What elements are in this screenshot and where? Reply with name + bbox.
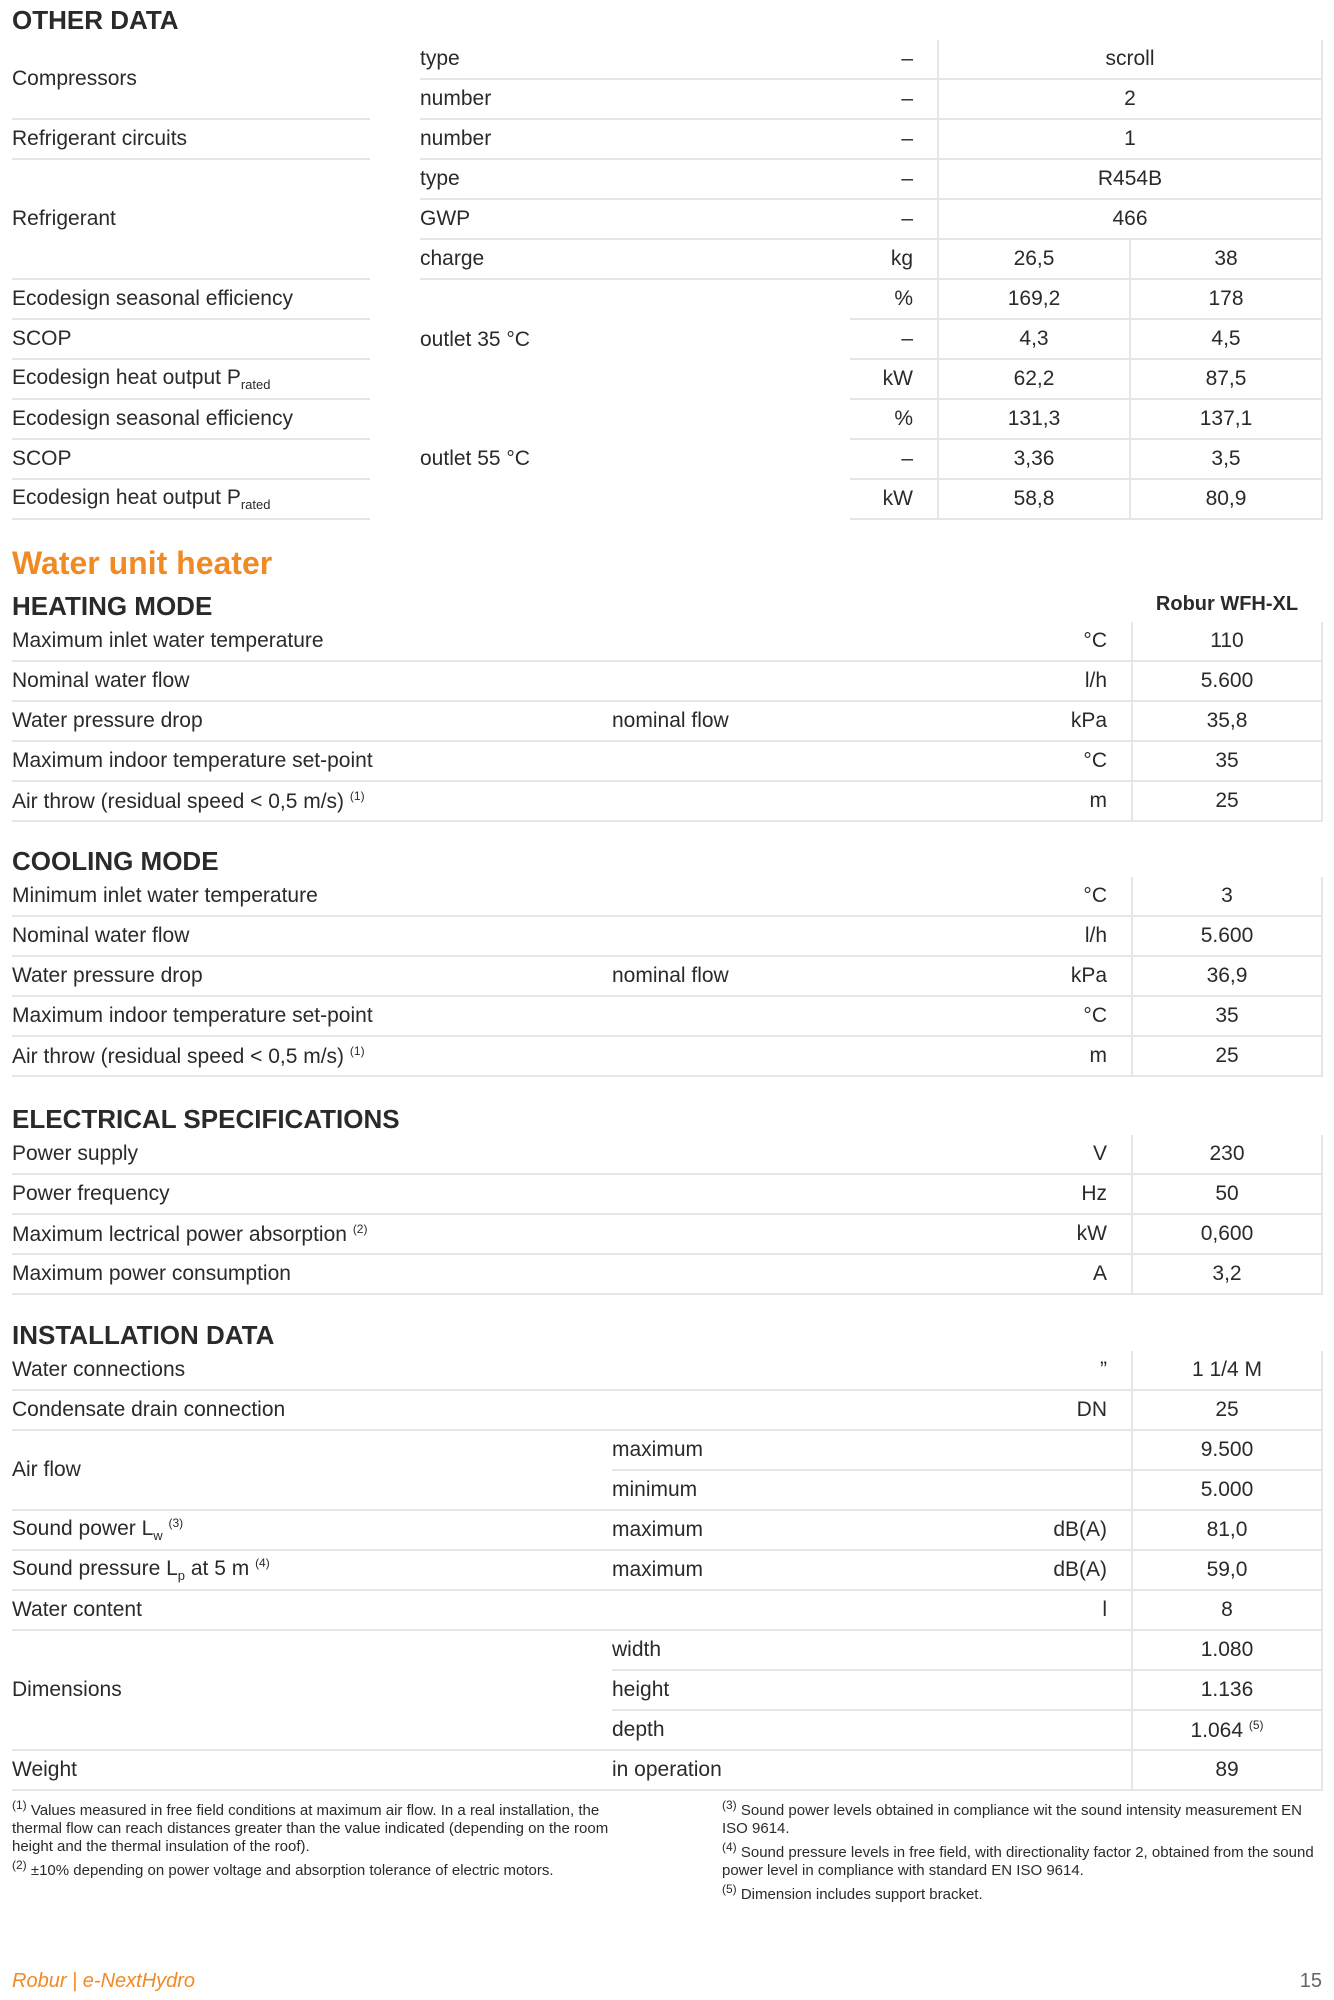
row-label: Power supply: [12, 1135, 612, 1174]
air-flow-min-value: 5.000: [1132, 1470, 1322, 1510]
dimensions-height-label: height: [612, 1670, 992, 1710]
value: 87,5: [1130, 359, 1322, 399]
other-data-title: OTHER DATA: [12, 4, 179, 35]
table-row: [12, 661, 1322, 701]
row-label: Power frequency: [12, 1174, 612, 1214]
dimensions-width-label: width: [612, 1630, 992, 1670]
row-condition: [612, 622, 992, 661]
unit: –: [850, 159, 938, 199]
row-value: 3,2: [1132, 1254, 1322, 1294]
condensate-value: 25: [1132, 1390, 1322, 1430]
weight-cond: in operation: [612, 1750, 992, 1790]
model-name: Robur WFH-XL: [1155, 593, 1299, 615]
refrigerant-gwp-label: GWP: [420, 199, 850, 239]
row-label: Nominal water flow: [12, 661, 612, 701]
row-unit: A: [992, 1254, 1132, 1294]
charge-value-2: 38: [1130, 239, 1322, 279]
water-content-value: 8: [1132, 1590, 1322, 1630]
row-unit: l/h: [992, 916, 1132, 956]
row-condition: [612, 916, 992, 956]
row-unit: m: [992, 781, 1132, 821]
footnote-3: $^{(3)}$ Sound power levels obtained in compliance wit the sound intensity measurement EN ISO 9614.: [722, 1798, 1302, 1837]
refrigerant-type-label: type: [420, 159, 850, 199]
electrical-title: ELECTRICAL SPECIFICATIONS: [12, 1104, 400, 1134]
row-condition: [612, 1174, 992, 1214]
unit: dB(A): [992, 1550, 1132, 1590]
row-unit: l/h: [992, 661, 1132, 701]
value: 3,36: [938, 439, 1130, 479]
footnotes: [12, 1796, 1322, 1904]
row-label: Maximum indoor temperature set-point: [12, 996, 612, 1036]
row-label: Maximum inlet water temperature: [12, 622, 612, 661]
unit: –: [850, 319, 938, 359]
unit: %: [850, 399, 938, 439]
row-value: 5.600: [1132, 661, 1322, 701]
eff-35-label: Ecodesign seasonal efficiency: [12, 279, 370, 319]
unit: –: [850, 40, 938, 79]
row-value: 50: [1132, 1174, 1322, 1214]
compressors-label: Compressors: [12, 40, 370, 119]
sound-pressure-label: Sound pressure $L_p$ at 5 m $^{(4)}$: [12, 1550, 612, 1590]
cooling-table: [12, 877, 1323, 1077]
unit: kg: [850, 239, 938, 279]
dimensions-width-value: 1.080: [1132, 1630, 1322, 1670]
row-value: 110: [1132, 622, 1322, 661]
row-label: Water pressure drop: [12, 956, 612, 996]
row-label: Water pressure drop: [12, 701, 612, 741]
row-condition: [612, 1214, 992, 1254]
row-value: 36,9: [1132, 956, 1322, 996]
sound-pressure-cond: maximum: [612, 1550, 992, 1590]
water-connections-label: Water connections: [12, 1351, 612, 1390]
water-unit-heater-title: Water unit heater: [12, 545, 273, 581]
value: 80,9: [1130, 479, 1322, 519]
row-unit: °C: [992, 622, 1132, 661]
value: 62,2: [938, 359, 1130, 399]
unit: DN: [992, 1390, 1132, 1430]
row-condition: [612, 661, 992, 701]
row-unit: V: [992, 1135, 1132, 1174]
unit: kW: [850, 359, 938, 399]
table-row: [12, 956, 1322, 996]
row-unit: °C: [992, 877, 1132, 916]
unit: l: [992, 1590, 1132, 1630]
row-value: 35,8: [1132, 701, 1322, 741]
row-condition: [612, 1254, 992, 1294]
row-label: Nominal water flow: [12, 916, 612, 956]
sound-power-value: 81,0: [1132, 1510, 1322, 1550]
footnotes-right: [722, 1796, 1322, 1904]
row-value: 5.600: [1132, 916, 1322, 956]
dimensions-depth-label: depth: [612, 1710, 992, 1750]
row-condition: [612, 1135, 992, 1174]
heat-output-35-label: Ecodesign heat output $P_{rated}$: [12, 359, 370, 399]
refrigerant-type-value: R454B: [938, 159, 1322, 199]
row-value: 230: [1132, 1135, 1322, 1174]
value: 131,3: [938, 399, 1130, 439]
table-row: [12, 1135, 1322, 1174]
table-row: [12, 877, 1322, 916]
row-unit: m: [992, 1036, 1132, 1076]
footer-brand: Robur | e-NextHydro: [12, 1970, 196, 1992]
heating-mode-title: HEATING MODE: [12, 591, 213, 621]
table-row: [12, 741, 1322, 781]
page-number: 15: [1299, 1970, 1322, 1992]
circuits-value: 1: [938, 119, 1322, 159]
page: [12, 0, 1322, 1791]
table-row: [12, 1036, 1322, 1076]
unit: –: [850, 439, 938, 479]
row-unit: kPa: [992, 956, 1132, 996]
table-row: [12, 1254, 1322, 1294]
row-value: 0,600: [1132, 1214, 1322, 1254]
charge-value-1: 26,5: [938, 239, 1130, 279]
row-unit: °C: [992, 741, 1132, 781]
row-condition: [612, 781, 992, 821]
compressors-number-label: number: [420, 79, 850, 119]
unit: %: [850, 279, 938, 319]
unit: ”: [992, 1351, 1132, 1390]
row-unit: kW: [992, 1214, 1132, 1254]
table-row: [12, 916, 1322, 956]
table-row: [12, 1174, 1322, 1214]
table-row: [12, 701, 1322, 741]
eff-55-label: Ecodesign seasonal efficiency: [12, 399, 370, 439]
row-value: 25: [1132, 781, 1322, 821]
outlet-55-condition: outlet 55 °C: [420, 447, 530, 470]
dimensions-depth-value: 1.064 $^{(5)}$: [1132, 1710, 1322, 1750]
water-content-label: Water content: [12, 1590, 612, 1630]
row-label: Maximum power consumption: [12, 1254, 612, 1294]
compressors-type-value: scroll: [938, 40, 1322, 79]
footnotes-left: [12, 1796, 612, 1904]
air-flow-min-label: minimum: [612, 1470, 992, 1510]
table-row: [12, 1214, 1322, 1254]
circuits-param: number: [420, 119, 850, 159]
heating-table: [12, 622, 1323, 822]
circuits-label: Refrigerant circuits: [12, 119, 370, 159]
sound-pressure-value: 59,0: [1132, 1550, 1322, 1590]
footnote-1: $^{(1)}$ Values measured in free field conditions at maximum air flow. In a real installation, the thermal flow can reach distances greater than the value indicated (depending on the room height and the thermal insulation of the roof).: [12, 1798, 609, 1855]
value: 58,8: [938, 479, 1130, 519]
value: 137,1: [1130, 399, 1322, 439]
condensate-label: Condensate drain connection: [12, 1390, 612, 1430]
footnote-4: $^{(4)}$ Sound pressure levels in free field, with directionality factor 2, obtained from the sound power level in compliance with standard EN ISO 9614.: [722, 1840, 1314, 1879]
unit: –: [850, 199, 938, 239]
row-value: 3: [1132, 877, 1322, 916]
cooling-mode-title: COOLING MODE: [12, 846, 219, 876]
air-flow-max-value: 9.500: [1132, 1430, 1322, 1470]
row-label: Minimum inlet water temperature: [12, 877, 612, 916]
footnote-5: $^{(5)}$ Dimension includes support bracket.: [722, 1882, 983, 1903]
row-label: Air throw (residual speed < 0,5 m/s) $^{(1)}$: [12, 781, 612, 821]
dimensions-label: Dimensions: [12, 1630, 612, 1750]
installation-table: [12, 1351, 1323, 1791]
unit: –: [850, 79, 938, 119]
row-condition: [612, 1036, 992, 1076]
refrigerant-charge-label: charge: [420, 239, 850, 279]
sound-power-cond: maximum: [612, 1510, 992, 1550]
value: 4,3: [938, 319, 1130, 359]
refrigerant-label: Refrigerant: [12, 159, 370, 279]
sound-power-label: Sound power $L_w$ $^{(3)}$: [12, 1510, 612, 1550]
row-condition: [612, 996, 992, 1036]
row-value: 25: [1132, 1036, 1322, 1076]
row-condition: [612, 877, 992, 916]
heat-output-55-label: Ecodesign heat output $P_{rated}$: [12, 479, 370, 519]
row-unit: kPa: [992, 701, 1132, 741]
table-row: [12, 622, 1322, 661]
unit: dB(A): [992, 1510, 1132, 1550]
weight-label: Weight: [12, 1750, 612, 1790]
air-flow-label: Air flow: [12, 1430, 612, 1510]
water-connections-value: 1 1/4 M: [1132, 1351, 1322, 1390]
value: 3,5: [1130, 439, 1322, 479]
row-label: Maximum indoor temperature set-point: [12, 741, 612, 781]
row-label: Air throw (residual speed < 0,5 m/s) $^{(1)}$: [12, 1036, 612, 1076]
weight-value: 89: [1132, 1750, 1322, 1790]
table-row: [12, 996, 1322, 1036]
installation-title: INSTALLATION DATA: [12, 1320, 275, 1350]
row-value: 35: [1132, 996, 1322, 1036]
row-condition: nominal flow: [612, 956, 992, 996]
unit: –: [850, 119, 938, 159]
footnote-2: $^{(2)}$ ±10% depending on power voltage and absorption tolerance of electric motors.: [12, 1858, 554, 1879]
value: 178: [1130, 279, 1322, 319]
row-unit: °C: [992, 996, 1132, 1036]
compressors-number-value: 2: [938, 79, 1322, 119]
dimensions-height-value: 1.136: [1132, 1670, 1322, 1710]
row-condition: nominal flow: [612, 701, 992, 741]
row-value: 35: [1132, 741, 1322, 781]
table-row: [12, 781, 1322, 821]
unit: kW: [850, 479, 938, 519]
row-condition: [612, 741, 992, 781]
compressors-type-label: type: [420, 40, 850, 79]
electrical-table: [12, 1135, 1323, 1295]
air-flow-max-label: maximum: [612, 1430, 992, 1470]
outlet-35-condition: outlet 35 °C: [420, 327, 530, 351]
refrigerant-gwp-value: 466: [938, 199, 1322, 239]
scop-35-label: SCOP: [12, 319, 370, 359]
row-unit: Hz: [992, 1174, 1132, 1214]
value: 4,5: [1130, 319, 1322, 359]
other-data-table: [12, 40, 1323, 520]
row-label: Maximum lectrical power absorption $^{(2)}$: [12, 1214, 612, 1254]
value: 169,2: [938, 279, 1130, 319]
scop-55-label: SCOP: [12, 439, 370, 479]
